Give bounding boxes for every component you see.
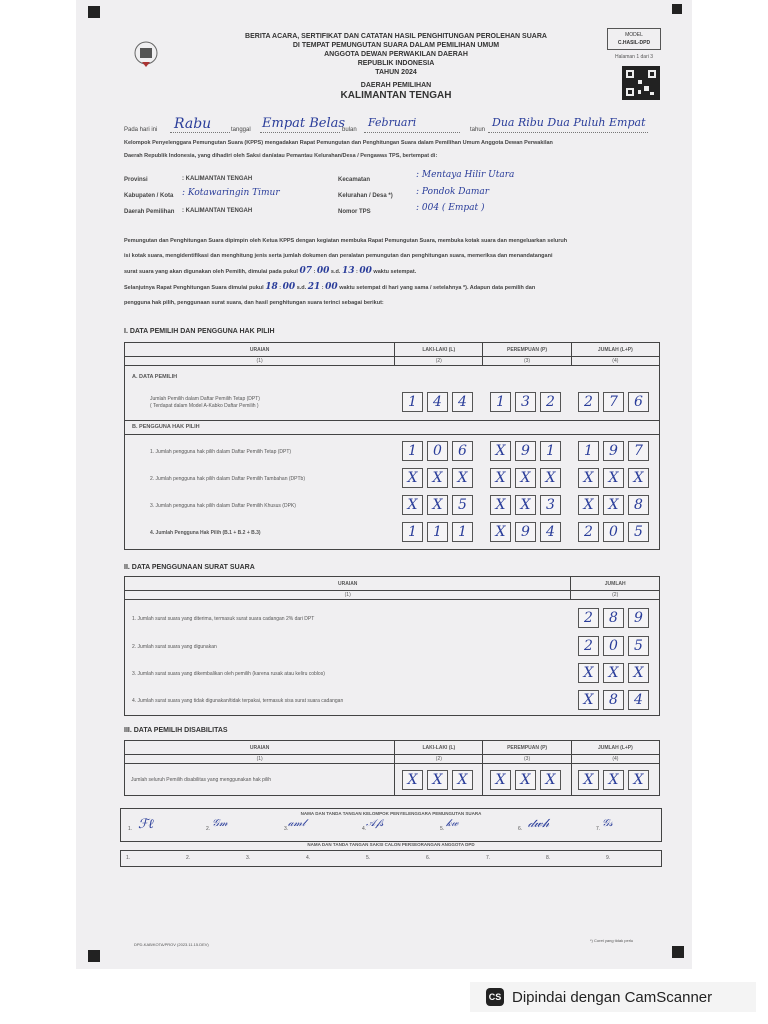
s2-row-label: 1. Jumlah surat suara yang diterima, termasuk surat suara cadangan 2% dari DPT (132, 616, 315, 622)
count-end-hour: 21 (307, 282, 321, 292)
section-1-title: I. DATA PEMILIH DAN PENGGUNA HAK PILIH (124, 328, 275, 335)
section-2-title: II. DATA PENGGUNAAN SURAT SUARA (124, 564, 255, 571)
tps-value: : 004 ( Empat ) (416, 203, 485, 213)
s1-row-j-digits: 1 9 7 (578, 441, 649, 461)
s1-col-j: JUMLAH (L+P) (571, 343, 659, 357)
body-line-3-end: waktu setempat. (373, 269, 417, 275)
kpps-signature-7: 𝒢𝓈 (602, 818, 613, 829)
s3-n1: (1) (125, 755, 395, 764)
saksi-number: 4. (306, 855, 311, 861)
kpps-signature-1: ℱℓ (138, 817, 154, 832)
registration-marker-top-left (88, 6, 100, 18)
qr-code-icon (622, 66, 660, 100)
kpps-signature-4: 𝒜𝒻𝓈 (366, 818, 384, 829)
s1-n2: (2) (395, 357, 483, 366)
s1-row-l-digits: X X X (402, 468, 473, 488)
model-box (607, 28, 661, 50)
header-line-5: TAHUN 2024 (375, 69, 417, 76)
form-paper: BERITA ACARA, SERTIFIKAT DAN CATATAN HASIL PENGHITUNGAN PEROLEHAN SUARA DI TEMPAT PEMUNGUTAN SUARA DALAM PEMILIHAN UMUM ANGGOTA DEWAN PERWAKILAN DAERAH REPUBLIK INDONESIA TAHUN 2024 DAERAH PEMILIHAN KALIMANTAN TENGAH MODEL C.HASIL-DPD Halaman 1 dari 3 Pada hari ini Rabu tanggal Empat Belas bulan Februari tahun Dua Ribu Dua Puluh Empat Kelompok Penyelenggara Pemungutan Suara (KPPS) mengadakan Rapat Pemungutan dan Penghitungan Suara dalam Pemilihan Umum Anggota Dewan Perwakilan Daerah Republik Indonesia, yang dihadiri oleh Saksi dan/atau Pemantau Kelurahan/Desa / Pengawas TPS, bertempat di: Provinsi : KALIMANTAN TENGAH Kabupaten / Kota : Kotawaringin Timur Daerah Pemilihan : KALIMANTAN TENGAH Kecamatan : Mentaya Hilir Utara Kelurahan / Desa *) : Pondok Damar Nomor TPS : 004 ( Empat ) Pemungutan dan Penghitungan Suara dipimpin oleh Ketua KPPS dengan kegiatan membuka Rapat Pemungutan Suara, membuka kotak suara dan mengeluarkan seluruh isi kotak suara, mengidentifikasi dan menghitung jenis serta jumlah dokumen dan peralatan pemungutan dan penghitungan suara, memeriksa dan menandatangani surat suara yang akan digunakan oleh Pemilih, dimulai pada pukul 07 : 00 s.d. 13 : 00 waktu setempat. Selanjutnya Rapat Penghitungan Suara dimulai pukul 18 : 00 s.d. 21 : 00 waktu setempat di hari yang sama / setelahnya *). Adapun data pemilih dan pengguna hak pilih, penggunaan surat suara, dan hasil penghitungan suara terinci sebagai berikut: I. DATA PEMILIH DAN PENGGUNA HAK PILIH URAIAN LAKI-LAKI (L) PEREMPUAN (P) JUMLAH (L+P) (1) (2) (3) (4) A. DATA PEMILIH Jumlah Pemilih dalam Daftar Pemilih Tetap (DPT) ( Terdapat dalam Model A-Kabko Daftar Pemilih ) 1 4 4 1 3 2 2 7 6 B. PENGGUNA HAK PILIH 1. Jumlah pengguna hak pilih dalam Daftar Pemilih Tetap (DPT) 1 0 6 X 9 1 1 9 7 2. Jumlah pengguna hak pilih dalam Daftar Pemilih Tambahan (DPTb) X X X X X X X X X 3. Jumlah pengguna hak pilih dalam Daftar Pemilih Khusus (DPK) X X 5 X X 3 X X 8 4. Jumlah Pengguna Hak Pilih (B.1 + B.2 + B.3) 1 1 1 X 9 4 2 0 5 II. DATA PENGGUNAAN SURAT SUARA URAIAN JUMLAH (1) (2) 1. Jumlah surat suara yang diterima, termasuk surat suara cadangan 2% dari DPT 2 8 9 2. Jumlah surat suara yang digunakan 2 0 5 3. Jumlah surat suara yang dikembalikan oleh pemilih (karena rusak atau keliru coblos) X X X 4. Jumlah surat suara yang tidak digunakan/tidak terpakai, termasuk sisa surat suara cadangan X 8 4 III. DATA PEMILIH DISABILITAS URAIAN LAKI-LAKI (L) PEREMPUAN (P) JUMLAH (L+P) (1) (2) (3) (4) Jumlah seluruh Pemilih disabilitas yang menggunakan hak pilih X X X X X X X X X NAMA DAN TANDA TANGAN KELOMPOK PENYELENGGARA PEMUNGUTAN SUARA 1. 2. 3. 4. 5. 6. 7. ℱℓ 𝒢𝓂 𝒶𝓂𝓁 𝒜𝒻𝓈 𝓀𝓌 𝒹𝓌𝒽 𝒢𝓈 NAMA DAN TANDA TANGAN SAKSI CALON PERSEORANGAN ANGGOTA DPD 1. 2. 3. 4. 5. 6. 7. 8. 9. DPD-KAB/KOTA/PROV (2023.11.15.DEV) *) Coret yang tidak perlu (76, 0, 692, 969)
intro-sentence-1: Kelompok Penyelenggara Pemungutan Suara (KPPS) mengadakan Rapat Pemungutan dan Penghitungan Suara dalam Pemilihan Umum Anggota Dewan Perwakilan (124, 140, 553, 146)
s3-n4: (4) (571, 755, 659, 764)
registration-marker-bottom-right (672, 946, 684, 958)
s3-j-digits: X X X (578, 770, 649, 790)
month-value: Februari (368, 116, 417, 129)
kpps-number: 1. (128, 826, 133, 832)
s1-n3: (3) (483, 357, 571, 366)
time-start-minute: 00 (316, 266, 330, 276)
header-line-1: BERITA ACARA, SERTIFIKAT DAN CATATAN HASIL PENGHITUNGAN PEROLEHAN SUARA (245, 33, 547, 40)
saksi-number: 1. (126, 855, 131, 861)
s1-row-p-digits: X 9 1 (490, 441, 561, 461)
body-line-4: Selanjutnya Rapat Penghitungan Suara dimulai pukul (124, 285, 264, 291)
a-row-line-2: ( Terdapat dalam Model A-Kabko Daftar Pemilih ) (150, 403, 259, 409)
saksi-title: NAMA DAN TANDA TANGAN SAKSI CALON PERSEORANGAN ANGGOTA DPD (307, 842, 475, 847)
s1-row-l-digits: X X 5 (402, 495, 473, 515)
section-3-title: III. DATA PEMILIH DISABILITAS (124, 727, 228, 734)
s2-row-label: 4. Jumlah surat suara yang tidak digunakan/tidak terpakai, termasuk sisa surat suara cadangan (132, 698, 344, 704)
s3-n2: (2) (395, 755, 483, 764)
region-label: DAERAH PEMILIHAN (360, 82, 432, 89)
s2-n1: (1) (125, 591, 571, 600)
time-start-hour: 07 (299, 266, 312, 276)
kpps-number: 6. (518, 826, 523, 832)
header-line-3: ANGGOTA DEWAN PERWAKILAN DAERAH (324, 51, 468, 58)
date-label: tanggal (231, 127, 251, 133)
s2-row-j-digits: X 8 4 (578, 690, 649, 710)
saksi-number: 7. (486, 855, 491, 861)
sd-label-1: s.d. (330, 269, 341, 275)
s2-col-uraian: URAIAN (125, 577, 571, 591)
camscanner-text: Dipindai dengan CamScanner (512, 988, 713, 1006)
s2-n2: (2) (571, 591, 660, 600)
a-row-p-digits: 1 3 2 (490, 392, 561, 412)
s3-col-p: PEREMPUAN (P) (483, 741, 571, 755)
s2-row-j-digits: 2 8 9 (578, 608, 649, 628)
saksi-number: 9. (606, 855, 611, 861)
kpps-number: 2. (206, 826, 211, 832)
saksi-signature-block (120, 850, 662, 867)
body-line-3: surat suara yang akan digunakan oleh Pemilih, dimulai pada pukul (124, 269, 298, 275)
count-end-minute: 00 (325, 282, 338, 292)
footer-left: DPD-KAB/KOTA/PROV (2023.11.15.DEV) (134, 942, 209, 947)
saksi-number: 6. (426, 855, 431, 861)
s3-col-uraian: URAIAN (125, 741, 395, 755)
saksi-number: 8. (546, 855, 551, 861)
section-a-title: A. DATA PEMILIH (132, 374, 178, 380)
a-row-j-digits: 2 7 6 (578, 392, 649, 412)
s1-col-uraian: URAIAN (125, 343, 395, 357)
sd-label-2: s.d. (296, 285, 307, 291)
s1-row-l-digits: 1 0 6 (402, 441, 473, 461)
s3-l-digits: X X X (402, 770, 473, 790)
s1-row-p-digits: X 9 4 (490, 522, 561, 542)
kpps-signature-3: 𝒶𝓂𝓁 (288, 818, 306, 829)
s3-row-label: Jumlah seluruh Pemilih disabilitas yang menggunakan hak pilih (125, 764, 395, 796)
s1-row-j-digits: X X 8 (578, 495, 649, 515)
kecamatan-value: : Mentaya Hilir Utara (416, 170, 515, 180)
dapil-label: Daerah Pemilihan (124, 209, 175, 215)
saksi-number: 5. (366, 855, 371, 861)
s1-row-label: 1. Jumlah pengguna hak pilih dalam Daftar Pemilih Tetap (DPT) (150, 449, 292, 455)
saksi-number: 2. (186, 855, 191, 861)
a-row-l-digits: 1 4 4 (402, 392, 473, 412)
header-line-4: REPUBLIK INDONESIA (357, 60, 435, 67)
kabupaten-value: : Kotawaringin Timur (182, 188, 280, 198)
s1-row-j-digits: 2 0 5 (578, 522, 649, 542)
s1-row-p-digits: X X X (490, 468, 561, 488)
model-code: C.HASIL-DPD (617, 40, 651, 46)
camscanner-logo-icon: CS (486, 988, 504, 1006)
a-row-line-1: Jumlah Pemilih dalam Daftar Pemilih Tetap (DPT) (150, 396, 260, 402)
s1-col-l: LAKI-LAKI (L) (395, 343, 483, 357)
s1-n4: (4) (571, 357, 659, 366)
kpps-signature-6: 𝒹𝓌𝒽 (528, 816, 550, 830)
s2-row-label: 2. Jumlah surat suara yang digunakan (132, 644, 217, 650)
s3-n3: (3) (483, 755, 571, 764)
section-b-title: B. PENGGUNA HAK PILIH (132, 424, 200, 430)
kelurahan-value: : Pondok Damar (416, 187, 490, 197)
count-start-minute: 00 (282, 282, 296, 292)
camscanner-footer (470, 982, 756, 1012)
provinsi-value: : KALIMANTAN TENGAH (182, 176, 253, 182)
kpps-number: 7. (596, 826, 601, 832)
kpps-number: 4. (362, 826, 367, 832)
s1-row-j-digits: X X X (578, 468, 649, 488)
s3-p-digits: X X X (490, 770, 561, 790)
s3-col-l: LAKI-LAKI (L) (395, 741, 483, 755)
year-label: tahun (470, 127, 486, 133)
day-label: Pada hari ini (124, 127, 158, 133)
s1-row-label: 3. Jumlah pengguna hak pilih dalam Daftar Pemilih Khusus (DPK) (150, 503, 296, 509)
kpu-logo-icon (132, 40, 160, 70)
s1-row-l-digits: 1 1 1 (402, 522, 473, 542)
s1-row-p-digits: X X 3 (490, 495, 561, 515)
day-value: Rabu (174, 116, 212, 132)
s2-row-j-digits: 2 0 5 (578, 636, 649, 656)
body-line-1: Pemungutan dan Penghitungan Suara dipimpin oleh Ketua KPPS dengan kegiatan membuka Rapat Pemungutan Suara, membuka kotak suara dan mengeluarkan seluruh (124, 238, 568, 244)
kpps-signature-2: 𝒢𝓂 (212, 818, 228, 829)
kpps-signature-block (120, 808, 662, 842)
kpps-title: NAMA DAN TANDA TANGAN KELOMPOK PENYELENGGARA PEMUNGUTAN SUARA (300, 811, 482, 816)
region-name: KALIMANTAN TENGAH (340, 90, 452, 101)
body-line-4-end: waktu setempat di hari yang sama / setelahnya *). Adapun data pemilih dan (339, 285, 536, 291)
footer-right: *) Coret yang tidak perlu (590, 938, 634, 943)
page-indicator: Halaman 1 dari 3 (614, 54, 654, 60)
s1-col-p: PEREMPUAN (P) (483, 343, 571, 357)
tps-label: Nomor TPS (338, 209, 371, 215)
kabupaten-label: Kabupaten / Kota (124, 193, 174, 199)
body-line-2: isi kotak suara, mengidentifikasi dan menghitung jenis serta jumlah dokumen dan peralatan pemungutan dan penghitungan suara, memeriksa dan menandatangani (124, 253, 553, 259)
section-2-header-table (124, 576, 660, 600)
kpps-number: 5. (440, 826, 445, 832)
provinsi-label: Provinsi (124, 177, 148, 183)
body-line-5: pengguna hak pilih, penggunaan surat suara, dan hasil penghitungan suara terinci sebagai berikut: (124, 300, 384, 306)
registration-marker-bottom-left (88, 950, 100, 962)
date-value: Empat Belas (262, 116, 346, 131)
s2-row-j-digits: X X X (578, 663, 649, 683)
saksi-number: 3. (246, 855, 251, 861)
s3-col-j: JUMLAH (L+P) (571, 741, 659, 755)
time-end-hour: 13 (341, 266, 355, 276)
count-start-hour: 18 (265, 282, 278, 292)
registration-marker-top-right (672, 4, 682, 14)
kpps-signature-5: 𝓀𝓌 (446, 818, 459, 829)
s1-row-label: 2. Jumlah pengguna hak pilih dalam Daftar Pemilih Tambahan (DPTb) (150, 476, 305, 482)
model-label: MODEL (625, 32, 643, 38)
kecamatan-label: Kecamatan (338, 177, 371, 183)
s1-n1: (1) (125, 357, 395, 366)
month-label: bulan (342, 127, 357, 133)
section-1-header-table (124, 342, 660, 366)
time-end-minute: 00 (359, 266, 372, 276)
s2-col-j: JUMLAH (571, 577, 660, 591)
header-line-2: DI TEMPAT PEMUNGUTAN SUARA DALAM PEMILIHAN UMUM (292, 42, 500, 49)
s1-row-label: 4. Jumlah Pengguna Hak Pilih (B.1 + B.2 + B.3) (150, 530, 261, 536)
kpps-number: 3. (284, 826, 289, 832)
kelurahan-label: Kelurahan / Desa *) (338, 193, 393, 199)
intro-sentence-2: Daerah Republik Indonesia, yang dihadiri oleh Saksi dan/atau Pemantau Kelurahan/Desa / Pengawas TPS, bertempat di: (124, 153, 438, 159)
dapil-value: : KALIMANTAN TENGAH (182, 208, 253, 214)
s2-row-label: 3. Jumlah surat suara yang dikembalikan oleh pemilih (karena rusak atau keliru coblos) (132, 671, 325, 677)
year-value: Dua Ribu Dua Puluh Empat (492, 116, 646, 129)
